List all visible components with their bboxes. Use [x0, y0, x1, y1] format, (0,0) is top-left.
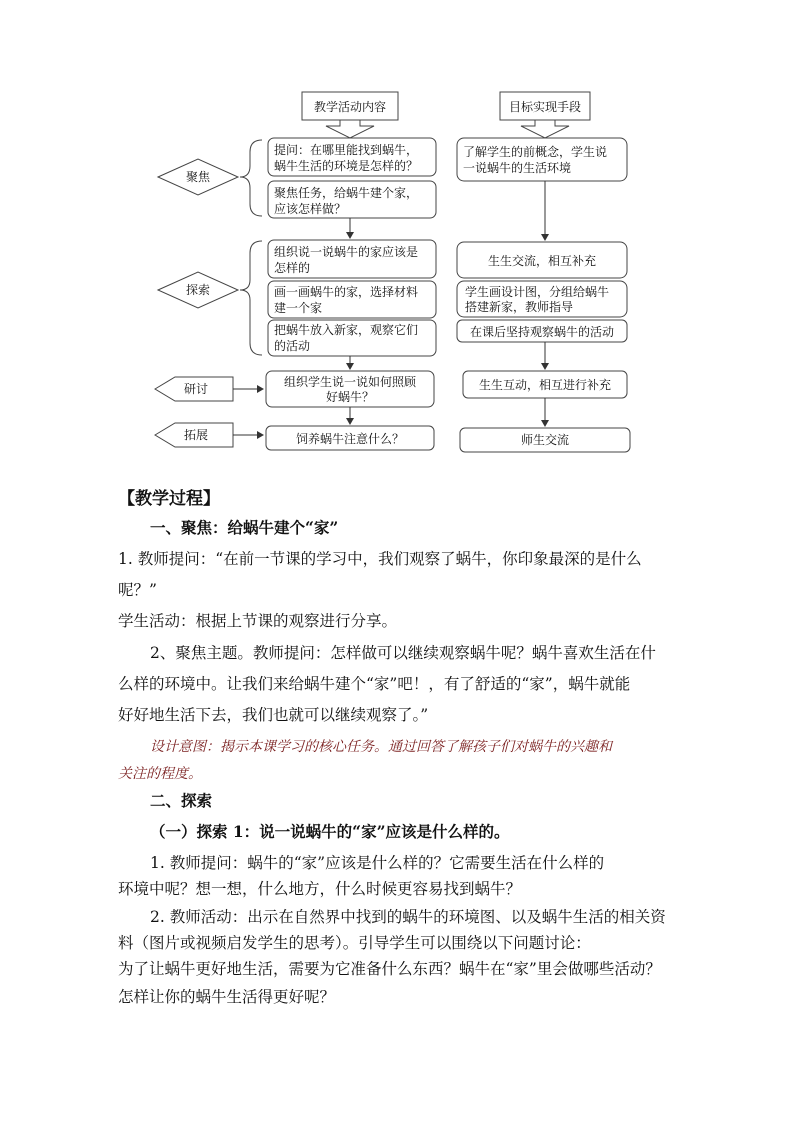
header-right: [500, 92, 590, 120]
svg-text:画一画蜗牛的家，选择材料: 画一画蜗牛的家，选择材料: [274, 285, 419, 299]
header-left-arrow: [326, 120, 374, 138]
svg-text:应该怎样做？: 应该怎样做？: [274, 202, 347, 216]
left-box-5: [268, 320, 436, 356]
svg-text:学生画设计图，分组给蜗牛: 学生画设计图，分组给蜗牛: [465, 285, 610, 299]
right-box-1: [457, 138, 627, 181]
svg-text:师生交流: 师生交流: [520, 433, 570, 447]
paragraph-4-line-1: 1. 教师提问：蜗牛的“家”应该是什么样的？它需要生活在什么样的: [150, 854, 605, 872]
heading-focus: 一、聚焦：给蜗牛建个“家”: [150, 518, 339, 537]
svg-text:拓展: 拓展: [183, 428, 209, 442]
svg-text:组织学生说一说如何照顾: 组织学生说一说如何照顾: [283, 375, 417, 389]
header-right-arrow: [521, 120, 569, 138]
phase-extend: [155, 423, 233, 447]
svg-text:研讨: 研讨: [183, 382, 209, 396]
heading-explore-1: （一）探索 1：说一说蜗牛的“家”应该是什么样的。: [150, 822, 510, 841]
svg-text:的活动: 的活动: [274, 339, 311, 353]
left-box-3: [268, 240, 436, 278]
svg-text:好蜗牛？: 好蜗牛？: [325, 390, 375, 404]
right-box-3: [457, 281, 627, 317]
left-box-2: [268, 181, 436, 218]
paragraph-2: 学生活动：根据上节课的观察进行分享。: [118, 612, 398, 630]
paragraph-1-line-1: 1. 教师提问：“在前一节课的学习中，我们观察了蜗牛，你印象最深的是什么: [118, 550, 642, 568]
svg-text:搭建新家，教师指导: 搭建新家，教师指导: [465, 300, 574, 314]
phase-explore: [158, 272, 238, 308]
teaching-flow-diagram: [0, 0, 794, 470]
paragraph-6-line-2: 怎样让你的蜗牛生活得更好呢？: [118, 988, 336, 1006]
svg-text:聚焦任务，给蜗牛建个家，: 聚焦任务，给蜗牛建个家，: [274, 186, 419, 200]
svg-text:生生交流，相互补充: 生生交流，相互补充: [487, 254, 597, 268]
brace-focus: [240, 140, 262, 216]
heading-explore: 二、探索: [150, 791, 213, 810]
design-intent-line-1: 设计意图：揭示本课学习的核心任务。通过回答了解孩子们对蜗牛的兴趣和: [150, 739, 612, 755]
svg-text:探索: 探索: [185, 283, 211, 297]
svg-text:饲养蜗牛注意什么？: 饲养蜗牛注意什么？: [295, 432, 405, 446]
right-box-4: [457, 320, 627, 342]
svg-text:把蜗牛放入新家，观察它们: 把蜗牛放入新家，观察它们: [274, 323, 419, 337]
paragraph-5-line-1: 2. 教师活动：出示在自然界中找到的蜗牛的环境图、以及蜗牛生活的相关资: [150, 908, 666, 926]
paragraph-4-line-2: 环境中呢？想一想，什么地方，什么时候更容易找到蜗牛？: [118, 880, 522, 898]
phase-discuss: [155, 377, 233, 401]
right-box-5: [463, 371, 627, 398]
svg-text:生生互动，相互进行补充: 生生互动，相互进行补充: [478, 378, 612, 392]
svg-text:一说蜗牛的生活环境: 一说蜗牛的生活环境: [463, 161, 572, 175]
right-box-2: [457, 242, 627, 278]
paragraph-3-line-2: 么样的环境中。让我们来给蜗牛建个“家”吧！，有了舒适的“家”，蜗牛就能: [118, 675, 631, 693]
paragraph-3-line-1: 2、聚焦主题。教师提问：怎样做可以继续观察蜗牛呢？蜗牛喜欢生活在什: [150, 644, 656, 662]
brace-explore: [240, 241, 262, 355]
paragraph-3-line-3: 好好地生活下去，我们也就可以继续观察了。”: [118, 706, 429, 724]
svg-text:组织说一说蜗牛的家应该是: 组织说一说蜗牛的家应该是: [274, 245, 419, 259]
paragraph-6-line-1: 为了让蜗牛更好地生活，需要为它准备什么东西？蜗牛在“家”里会做哪些活动？: [118, 960, 661, 978]
paragraph-5-line-2: 料（图片或视频启发学生的思考）。引导学生可以围绕以下问题讨论：: [118, 934, 591, 952]
paragraph-1-line-2: 呢？”: [118, 581, 157, 599]
left-box-7: [266, 426, 434, 450]
left-box-1: [268, 138, 436, 176]
section-title: 【教学过程】: [118, 489, 220, 509]
svg-text:在课后坚持观察蜗牛的活动: 在课后坚持观察蜗牛的活动: [469, 325, 615, 339]
phase-focus: [158, 159, 238, 195]
svg-text:聚焦: 聚焦: [185, 170, 211, 184]
svg-text:建一个家: 建一个家: [274, 301, 323, 315]
header-left: [302, 92, 398, 120]
left-box-4: [268, 281, 436, 318]
svg-text:目标实现手段: 目标实现手段: [508, 100, 582, 114]
svg-text:蜗牛生活的环境是怎样的？: 蜗牛生活的环境是怎样的？: [274, 159, 419, 173]
right-box-6: [460, 428, 630, 452]
svg-text:教学活动内容: 教学活动内容: [313, 100, 387, 114]
svg-text:提问：在哪里能找到蜗牛，: 提问：在哪里能找到蜗牛，: [274, 143, 419, 157]
svg-text:了解学生的前概念，学生说: 了解学生的前概念，学生说: [463, 145, 608, 159]
design-intent-line-2: 关注的程度。: [118, 766, 202, 782]
svg-text:怎样的: 怎样的: [274, 261, 311, 275]
left-box-6: [266, 371, 434, 407]
